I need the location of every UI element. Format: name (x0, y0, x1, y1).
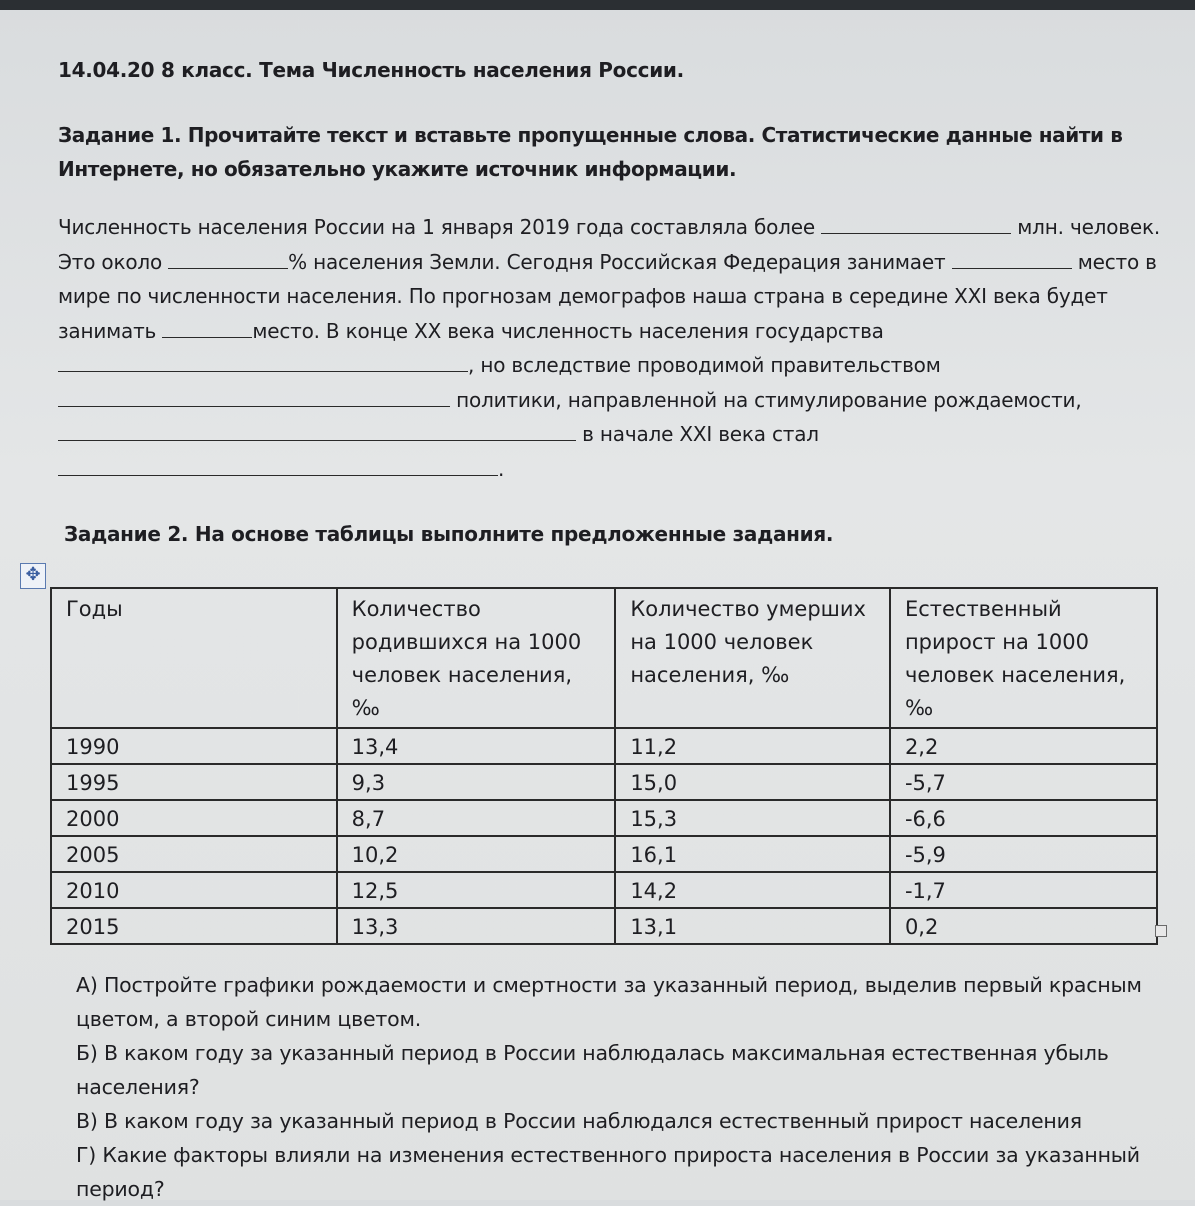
value-cell: -6,6 (890, 800, 1157, 836)
task1-heading: Задание 1. Прочитайте текст и вставьте пропущенные слова. Статистические данные найти в Интернете, но обязательно укажите источник информации. (58, 123, 1123, 181)
task1-text-segment: в начале XXI века стал (582, 422, 819, 446)
task1-text-segment: место в мире по численности населения. По прогнозам демографов наша страна в середине XXI века будет занимать (58, 249, 1157, 343)
year-cell: 2000 (51, 800, 337, 836)
value-cell: 14,2 (615, 872, 890, 908)
table-row (51, 764, 1157, 800)
page-title: 14.04.20 8 класс. Тема Численность населения России. (58, 58, 684, 82)
value-cell: -5,7 (890, 764, 1157, 800)
year-cell: 1990 (51, 728, 337, 764)
task1-text-segment: место. В конце XX века численность населения государства (252, 318, 884, 343)
table-row (51, 800, 1157, 836)
answer-blank[interactable] (58, 351, 468, 372)
value-cell: -1,7 (890, 872, 1157, 908)
table-header-cell: Годы (51, 588, 337, 728)
data-table (50, 587, 1158, 945)
value-cell: 9,3 (337, 764, 616, 800)
answer-blank[interactable] (168, 248, 288, 269)
table-move-handle-icon[interactable]: ✥ (20, 563, 46, 589)
task1-text-segment: политики, направленной на стимулирование рождаемости, (456, 387, 1082, 412)
table-header-cell: Количество умерших на 1000 человек населения, ‰ (615, 588, 890, 728)
value-cell: 2,2 (890, 728, 1157, 764)
table-header-cell: Естественный прирост на 1000 человек населения, ‰ (890, 588, 1157, 728)
task2-heading: Задание 2. На основе таблицы выполните предложенные задания. (64, 522, 834, 546)
value-cell: 8,7 (337, 800, 616, 836)
value-cell: 12,5 (337, 872, 616, 908)
top-bar (0, 0, 1195, 10)
question-item: А) Постройте графики рождаемости и смертности за указанный период, выделив первый красным цветом, а второй синим цветом. (76, 973, 1142, 1031)
value-cell: 13,4 (337, 728, 616, 764)
year-cell: 2015 (51, 908, 337, 944)
value-cell: 13,3 (337, 908, 616, 944)
task1-text (58, 210, 1183, 486)
document-page (0, 10, 1195, 1200)
task1-text-segment: млн. человек. Это около (58, 215, 1161, 274)
answer-blank[interactable] (58, 386, 450, 407)
table-row (51, 872, 1157, 908)
answer-blank[interactable] (952, 248, 1072, 269)
question-item: Б) В каком году за указанный период в России наблюдалась максимальная естественная убыль населения? (76, 1041, 1109, 1099)
task2-questions (76, 968, 1186, 1206)
value-cell: 13,1 (615, 908, 890, 944)
table-header-row (51, 588, 1157, 728)
answer-blank[interactable] (58, 420, 576, 441)
table-resize-handle[interactable] (1155, 925, 1167, 937)
task1-text-segment: , но вследствие проводимой правительством (468, 353, 941, 377)
task1-text-segment: Численность населения России на 1 января 2019 года составляла более (58, 215, 815, 239)
value-cell: -5,9 (890, 836, 1157, 872)
year-cell: 2005 (51, 836, 337, 872)
table-header-cell: Количество родившихся на 1000 человек населения, ‰ (337, 588, 616, 728)
task1-text-segment: % населения Земли. Сегодня Российская Федерация занимает (288, 249, 946, 274)
question-item: В) В каком году за указанный период в России наблюдался естественный прирост населения (76, 1109, 1082, 1133)
question-item: Г) Какие факторы влияли на изменения естественного прироста населения в России за указанный период? (76, 1143, 1140, 1201)
year-cell: 1995 (51, 764, 337, 800)
year-cell: 2010 (51, 872, 337, 908)
value-cell: 10,2 (337, 836, 616, 872)
answer-blank[interactable] (821, 213, 1011, 234)
value-cell: 0,2 (890, 908, 1157, 944)
value-cell: 15,3 (615, 800, 890, 836)
value-cell: 16,1 (615, 836, 890, 872)
value-cell: 11,2 (615, 728, 890, 764)
value-cell: 15,0 (615, 764, 890, 800)
table-row (51, 908, 1157, 944)
answer-blank[interactable] (162, 317, 252, 338)
task1-text-segment: . (498, 456, 505, 481)
answer-blank[interactable] (58, 455, 498, 476)
table-row (51, 728, 1157, 764)
table-row (51, 836, 1157, 872)
